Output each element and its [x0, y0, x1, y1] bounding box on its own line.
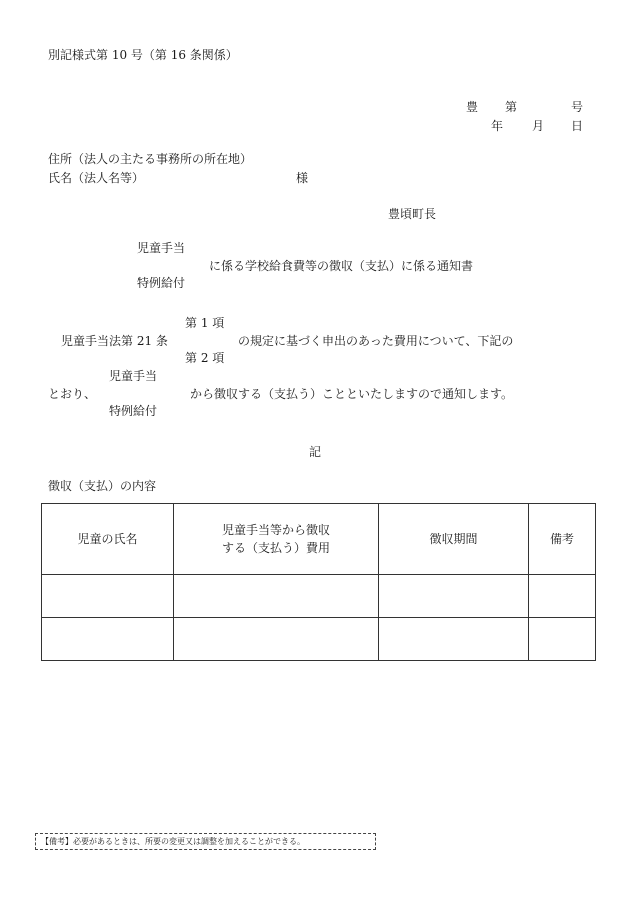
cell-remarks: [529, 618, 596, 661]
cell-cost: [174, 618, 379, 661]
header-cost-line-2: する（支払う）費用: [221, 541, 330, 555]
header-cost-line-1: 児童手当等から徴収: [221, 523, 330, 537]
law-reference: 児童手当法第 21 条: [61, 334, 168, 348]
body-option-jido-teate: 児童手当: [109, 369, 158, 383]
title-option-jido-teate: 児童手当: [137, 241, 186, 255]
body-option-tokurei-kyufu: 特例給付: [109, 404, 158, 418]
table-row: [42, 575, 596, 618]
header-cost: [174, 504, 379, 575]
doc-number-go: 号: [571, 100, 584, 114]
document-title: に係る学校給食費等の徴収（支払）に係る通知書: [209, 259, 474, 273]
ki-heading: 記: [309, 445, 322, 459]
cell-child-name: [42, 575, 174, 618]
section-title: 徴収（支払）の内容: [48, 479, 157, 493]
cell-remarks: [529, 575, 596, 618]
recipient-honorific: 様: [296, 171, 309, 185]
cell-period: [379, 618, 529, 661]
paragraph-option-1: 第 1 項: [185, 316, 225, 330]
body-line-2-rest: から徴収する（支払う）ことといたしますので通知します。: [190, 387, 514, 401]
body-line-1-rest: の規定に基づく申出のあった費用について、下記の: [238, 334, 514, 348]
header-child-name: 児童の氏名: [42, 504, 174, 575]
date-year: 年: [491, 119, 504, 133]
date-day: 日: [571, 119, 584, 133]
cell-child-name: [42, 618, 174, 661]
table-row: [42, 618, 596, 661]
form-number: 別記様式第 10 号（第 16 条関係）: [48, 48, 238, 62]
cell-cost: [174, 575, 379, 618]
header-period: 徴収期間: [379, 504, 529, 575]
table-header-row: [42, 504, 596, 575]
recipient-address-label: 住所（法人の主たる事務所の所在地）: [48, 152, 253, 166]
doc-number-prefix: 豊: [466, 100, 479, 114]
remarks-note: 【備考】必要があるときは、所要の変更又は調整を加えることができる。: [35, 833, 376, 850]
title-option-tokurei-kyufu: 特例給付: [137, 276, 186, 290]
paragraph-option-2: 第 2 項: [185, 351, 225, 365]
recipient-name-label: 氏名（法人名等）: [48, 171, 145, 185]
issuer-name: 豊頃町長: [388, 207, 437, 221]
header-remarks: 備考: [529, 504, 596, 575]
body-line-2-start: とおり、: [48, 387, 97, 401]
date-month: 月: [532, 119, 545, 133]
collection-table: [41, 503, 596, 661]
doc-number-dai: 第: [505, 100, 518, 114]
cell-period: [379, 575, 529, 618]
